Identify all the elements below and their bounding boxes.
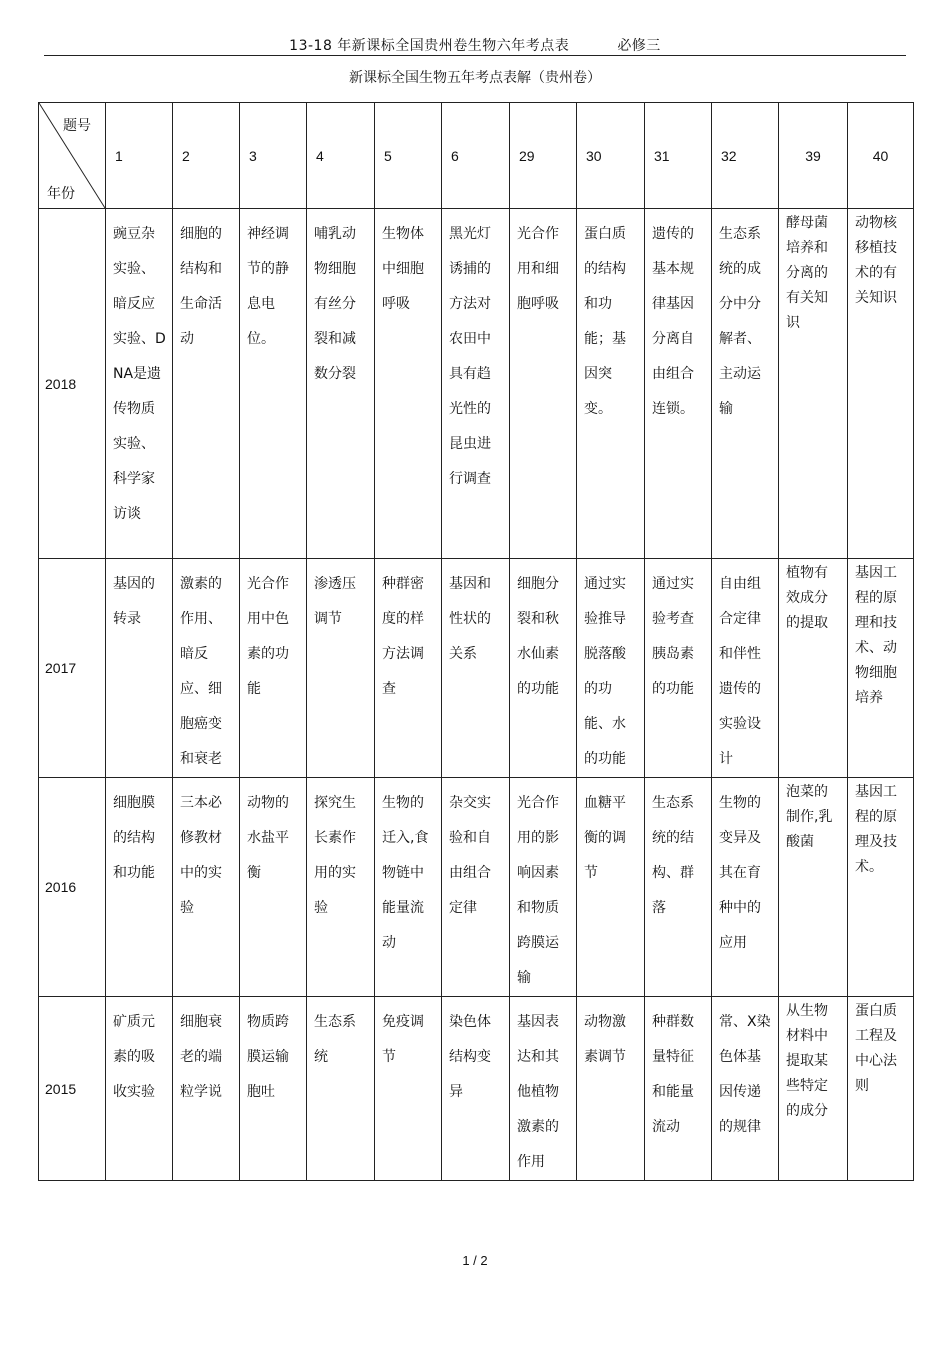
topic-cell: 细胞衰老的端粒学说 bbox=[173, 997, 240, 1181]
topic-cell: 生物的变异及其在育种中的应用 bbox=[712, 778, 779, 997]
year-cell: 2017 bbox=[39, 559, 106, 778]
topic-cell: 基因工程的原理及技术。 bbox=[848, 778, 914, 997]
topic-cell: 生物的迁入,食物链中能量流动 bbox=[375, 778, 442, 997]
topic-cell: 生态系统的成分中分解者、主动运输 bbox=[712, 209, 779, 559]
topic-cell: 细胞膜的结构和功能 bbox=[106, 778, 173, 997]
topic-cell: 神经调节的静息电位。 bbox=[240, 209, 307, 559]
column-header: 3 bbox=[240, 103, 307, 209]
question-number-label: 题号 bbox=[63, 117, 91, 133]
header-rule bbox=[44, 55, 906, 56]
column-header: 6 bbox=[442, 103, 510, 209]
column-header: 29 bbox=[510, 103, 577, 209]
column-header: 2 bbox=[173, 103, 240, 209]
topic-cell: 免疫调节 bbox=[375, 997, 442, 1181]
table-row bbox=[39, 209, 914, 559]
topic-cell: 基因工程的原理和技术、动物细胞培养 bbox=[848, 559, 914, 778]
table-row bbox=[39, 997, 914, 1181]
topic-cell: 蛋白质的结构和功能；基因突变。 bbox=[577, 209, 645, 559]
document-subtitle: 新课标全国生物五年考点表解（贵州卷） bbox=[349, 70, 601, 86]
year-cell: 2016 bbox=[39, 778, 106, 997]
topic-cell: 物质跨膜运输胞吐 bbox=[240, 997, 307, 1181]
year-label: 年份 bbox=[47, 185, 75, 201]
topic-cell: 光合作用中色素的功能 bbox=[240, 559, 307, 778]
header-section: 必修三 bbox=[617, 38, 661, 54]
topic-cell: 生态系统的结构、群落 bbox=[645, 778, 712, 997]
exam-topic-table bbox=[38, 102, 914, 1181]
topic-cell: 杂交实验和自由组合定律 bbox=[442, 778, 510, 997]
topic-cell: 细胞的结构和生命活动 bbox=[173, 209, 240, 559]
column-header: 1 bbox=[106, 103, 173, 209]
year-cell: 2018 bbox=[39, 209, 106, 559]
topic-cell: 哺乳动物细胞有丝分裂和减数分裂 bbox=[307, 209, 375, 559]
topic-cell: 通过实验推导脱落酸的功能、水的功能 bbox=[577, 559, 645, 778]
column-header: 30 bbox=[577, 103, 645, 209]
page-number: 1 / 2 bbox=[462, 1253, 488, 1268]
topic-cell: 渗透压调节 bbox=[307, 559, 375, 778]
header-title: 13-18 年新课标全国贵州卷生物六年考点表 bbox=[289, 38, 570, 54]
column-header: 40 bbox=[848, 103, 914, 209]
topic-cell: 豌豆杂实验、暗反应实验、DNA是遗传物质实验、科学家访谈 bbox=[106, 209, 173, 559]
table-row bbox=[39, 559, 914, 778]
topic-cell: 血糖平衡的调节 bbox=[577, 778, 645, 997]
header-row bbox=[39, 103, 914, 209]
column-header: 4 bbox=[307, 103, 375, 209]
topic-cell: 生物体中细胞呼吸 bbox=[375, 209, 442, 559]
topic-cell: 酵母菌培养和分离的有关知识 bbox=[779, 209, 848, 559]
topic-cell: 蛋白质工程及中心法则 bbox=[848, 997, 914, 1181]
topic-cell: 光合作用的影响因素和物质跨膜运输 bbox=[510, 778, 577, 997]
topic-cell: 自由组合定律和伴性遗传的实验设计 bbox=[712, 559, 779, 778]
topic-cell: 光合作用和细胞呼吸 bbox=[510, 209, 577, 559]
topic-cell: 动物核移植技术的有关知识 bbox=[848, 209, 914, 559]
topic-cell: 遗传的基本规律基因分离自由组合连锁。 bbox=[645, 209, 712, 559]
topic-cell: 三本必修教材中的实验 bbox=[173, 778, 240, 997]
topic-cell: 基因表达和其他植物激素的作用 bbox=[510, 997, 577, 1181]
topic-cell: 细胞分裂和秋水仙素的功能 bbox=[510, 559, 577, 778]
topic-cell: 动物激素调节 bbox=[577, 997, 645, 1181]
topic-cell: 生态系统 bbox=[307, 997, 375, 1181]
topic-cell: 激素的作用、暗反应、细胞癌变和衰老 bbox=[173, 559, 240, 778]
column-header: 31 bbox=[645, 103, 712, 209]
topic-cell: 基因的转录 bbox=[106, 559, 173, 778]
corner-cell bbox=[39, 103, 106, 209]
topic-cell: 动物的水盐平衡 bbox=[240, 778, 307, 997]
topic-cell: 种群数量特征和能量流动 bbox=[645, 997, 712, 1181]
year-cell: 2015 bbox=[39, 997, 106, 1181]
table-row bbox=[39, 778, 914, 997]
topic-cell: 矿质元素的吸收实验 bbox=[106, 997, 173, 1181]
column-header: 39 bbox=[779, 103, 848, 209]
column-header: 5 bbox=[375, 103, 442, 209]
topic-cell: 泡菜的制作,乳酸菌 bbox=[779, 778, 848, 997]
topic-cell: 植物有效成分的提取 bbox=[779, 559, 848, 778]
topic-cell: 基因和性状的关系 bbox=[442, 559, 510, 778]
topic-cell: 常、X染色体基因传递的规律 bbox=[712, 997, 779, 1181]
topic-cell: 通过实验考查胰岛素的功能 bbox=[645, 559, 712, 778]
topic-cell: 探究生长素作用的实验 bbox=[307, 778, 375, 997]
topic-cell: 染色体结构变异 bbox=[442, 997, 510, 1181]
topic-cell: 种群密度的样方法调查 bbox=[375, 559, 442, 778]
page-header bbox=[0, 35, 950, 55]
topic-cell: 黑光灯诱捕的方法对农田中具有趋光性的昆虫进行调查 bbox=[442, 209, 510, 559]
topic-cell: 从生物材料中提取某些特定的成分 bbox=[779, 997, 848, 1181]
column-header: 32 bbox=[712, 103, 779, 209]
